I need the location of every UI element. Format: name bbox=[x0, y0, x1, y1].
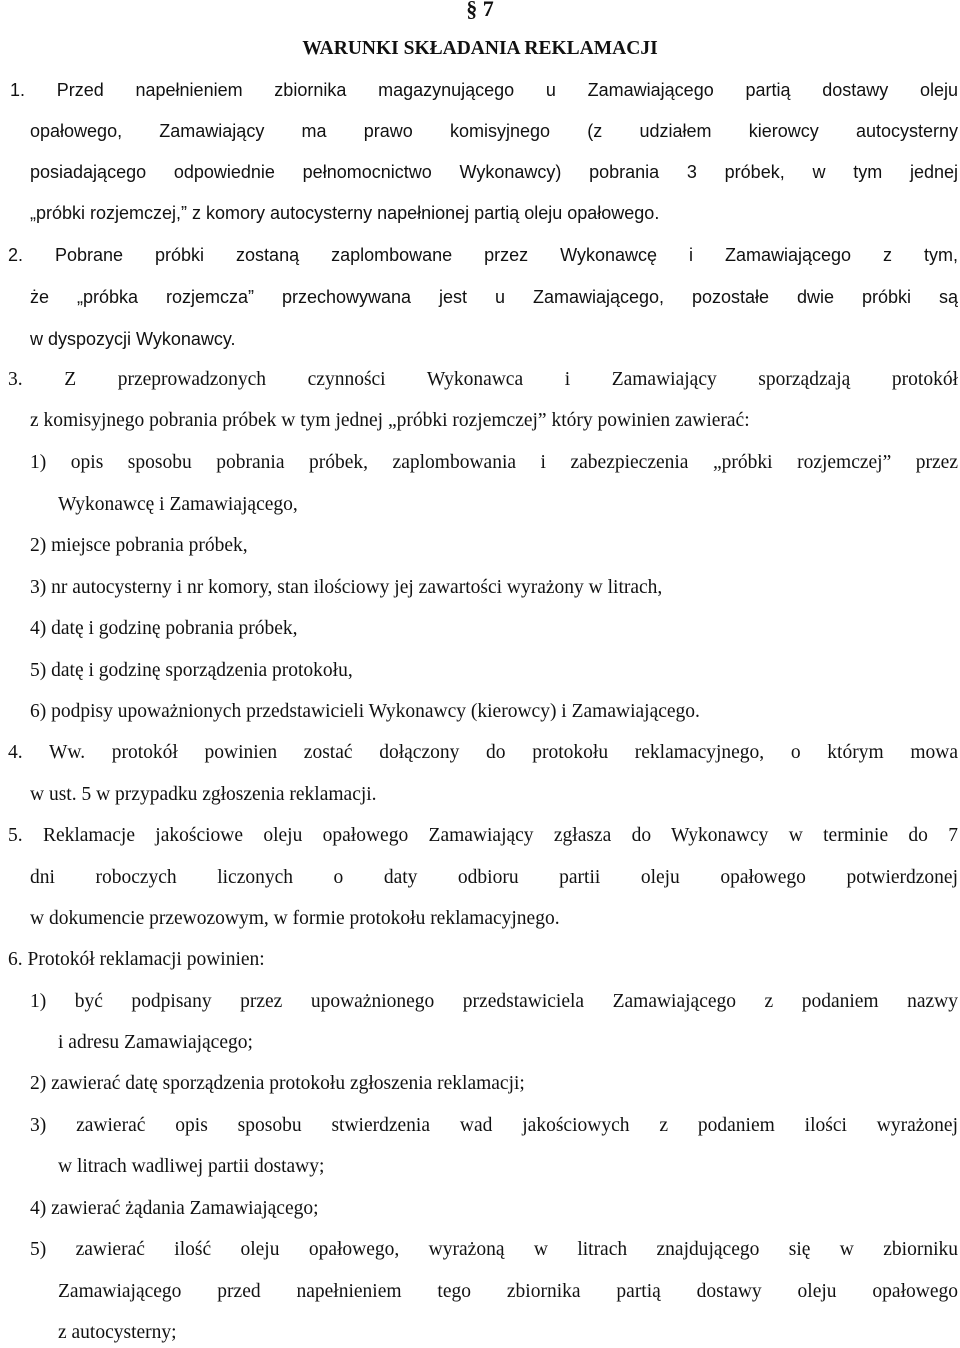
paragraph-4-line-1: 4. Ww. protokół powinien zostać dołączony do protokołu reklamacyjnego, o którym mowa bbox=[8, 742, 958, 763]
paragraph-3-item-3: 3) nr autocysterny i nr komory, stan ilościowy jej zawartości wyrażony w litrach, bbox=[30, 577, 663, 598]
paragraph-3-item-6: 6) podpisy upoważnionych przedstawicieli Wykonawcy (kierowcy) i Zamawiającego. bbox=[30, 701, 700, 722]
paragraph-6-item-1: 1) być podpisany przez upoważnionego przedstawiciela Zamawiającego z podaniem nazwy bbox=[30, 991, 958, 1012]
paragraph-6-line-1: 6. Protokół reklamacji powinien: bbox=[8, 949, 265, 970]
paragraph-1-line-4: „próbki rozjemczej,” z komory autocysterny napełnionej partią oleju opałowego. bbox=[30, 203, 660, 223]
paragraph-6-item-3-cont: w litrach wadliwej partii dostawy; bbox=[58, 1156, 325, 1177]
paragraph-2-line-3: w dyspozycji Wykonawcy. bbox=[30, 329, 236, 349]
paragraph-3-item-4: 4) datę i godzinę pobrania próbek, bbox=[30, 618, 298, 639]
paragraph-3-item-5: 5) datę i godzinę sporządzenia protokołu, bbox=[30, 660, 353, 681]
paragraph-3-item-1: 1) opis sposobu pobrania próbek, zaplombowania i zabezpieczenia „próbki rozjemczej” przez bbox=[30, 452, 958, 473]
paragraph-6-item-5-end: z autocysterny; bbox=[58, 1322, 177, 1343]
paragraph-6-item-1-cont: i adresu Zamawiającego; bbox=[58, 1032, 253, 1053]
paragraph-5-line-1: 5. Reklamacje jakościowe oleju opałowego Zamawiający zgłasza do Wykonawcy w terminie do 7 bbox=[8, 825, 958, 846]
paragraph-5-line-2: dni roboczych liczonych o daty odbioru partii oleju opałowego potwierdzonej bbox=[30, 867, 958, 888]
paragraph-6-item-4: 4) zawierać żądania Zamawiającego; bbox=[30, 1198, 319, 1219]
paragraph-1-line-1: 1. Przed napełnieniem zbiornika magazynującego u Zamawiającego partią dostawy oleju bbox=[10, 80, 958, 100]
paragraph-6-item-3: 3) zawierać opis sposobu stwierdzenia wad jakościowych z podaniem ilości wyrażonej bbox=[30, 1115, 958, 1136]
paragraph-1-line-3: posiadającego odpowiednie pełnomocnictwo Wykonawcy) pobrania 3 próbek, w tym jednej bbox=[30, 162, 958, 182]
paragraph-2-line-2: że „próbka rozjemcza” przechowywana jest u Zamawiającego, pozostałe dwie próbki są bbox=[30, 287, 958, 307]
paragraph-4-line-2: w ust. 5 w przypadku zgłoszenia reklamacji. bbox=[30, 784, 377, 805]
paragraph-1-line-2: opałowego, Zamawiający ma prawo komisyjnego (z udziałem kierowcy autocysterny bbox=[30, 121, 958, 141]
paragraph-3-item-2: 2) miejsce pobrania próbek, bbox=[30, 535, 248, 556]
paragraph-6-item-2: 2) zawierać datę sporządzenia protokołu zgłoszenia reklamacji; bbox=[30, 1073, 525, 1094]
paragraph-5-line-3: w dokumencie przewozowym, w formie protokołu reklamacyjnego. bbox=[30, 908, 560, 929]
paragraph-6-item-5-cont: Zamawiającego przed napełnieniem tego zbiornika partią dostawy oleju opałowego bbox=[58, 1281, 958, 1302]
paragraph-2-line-1: 2. Pobrane próbki zostaną zaplombowane przez Wykonawcę i Zamawiającego z tym, bbox=[8, 245, 958, 265]
paragraph-3-line-1: 3. Z przeprowadzonych czynności Wykonawca i Zamawiający sporządzają protokół bbox=[8, 369, 958, 390]
paragraph-3-item-1-cont: Wykonawcę i Zamawiającego, bbox=[58, 494, 298, 515]
paragraph-3-line-2: z komisyjnego pobrania próbek w tym jednej „próbki rozjemczej” który powinien zawierać: bbox=[30, 410, 750, 431]
section-heading: WARUNKI SKŁADANIA REKLAMACJI bbox=[302, 38, 658, 59]
paragraph-6-item-5: 5) zawierać ilość oleju opałowego, wyrażoną w litrach znajdującego się w zbiorniku bbox=[30, 1239, 958, 1260]
section-number: § 7 bbox=[466, 0, 494, 21]
